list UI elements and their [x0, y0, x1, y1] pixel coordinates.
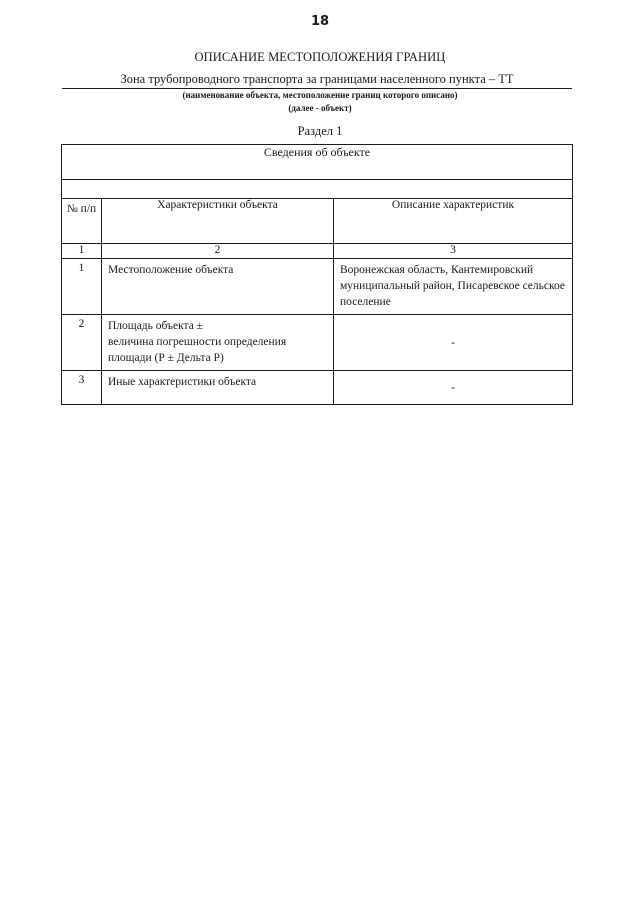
row-num: 3 [62, 371, 102, 405]
index-cell: 3 [334, 244, 573, 259]
row-num: 1 [62, 259, 102, 315]
characteristic-line: площади (Р ± Дельта Р) [108, 352, 224, 364]
table-row [62, 259, 573, 315]
table-header-row [62, 199, 573, 244]
table-row [62, 315, 573, 371]
table-row [62, 371, 573, 405]
row-description: - [334, 315, 573, 371]
object-name-note: (наименование объекта, местоположение границ которого описано) [182, 90, 458, 100]
table-title-row [62, 145, 573, 180]
header-description: Описание характеристик [334, 199, 573, 244]
index-cell: 2 [102, 244, 334, 259]
header-num: № п/п [62, 199, 102, 244]
characteristic-line: Площадь объекта ± [108, 320, 203, 332]
page-number: 18 [310, 14, 330, 29]
row-characteristic [102, 315, 334, 371]
row-description: - [334, 371, 573, 405]
table-title: Сведения об объекте [62, 145, 573, 180]
characteristic-line: величина погрешности определения [108, 336, 287, 348]
index-cell: 1 [62, 244, 102, 259]
empty-cell [62, 180, 573, 199]
document-title: ОПИСАНИЕ МЕСТОПОЛОЖЕНИЯ ГРАНИЦ [194, 50, 446, 64]
zone-name: Зона трубопроводного транспорта за границами населенного пункта – ТТ [62, 72, 572, 89]
object-alias-note: (далее - объект) [288, 103, 352, 113]
row-characteristic: Местоположение объекта [102, 259, 334, 315]
row-characteristic: Иные характеристики объекта [102, 371, 334, 405]
header-characteristics: Характеристики объекта [102, 199, 334, 244]
table-empty-row [62, 180, 573, 199]
table-index-row [62, 244, 573, 259]
row-num: 2 [62, 315, 102, 371]
section-heading: Раздел 1 [297, 124, 343, 138]
object-info-table [61, 144, 573, 405]
row-description: Воронежская область, Кантемировский муниципальный район, Писаревское сельское поселение [334, 259, 573, 315]
